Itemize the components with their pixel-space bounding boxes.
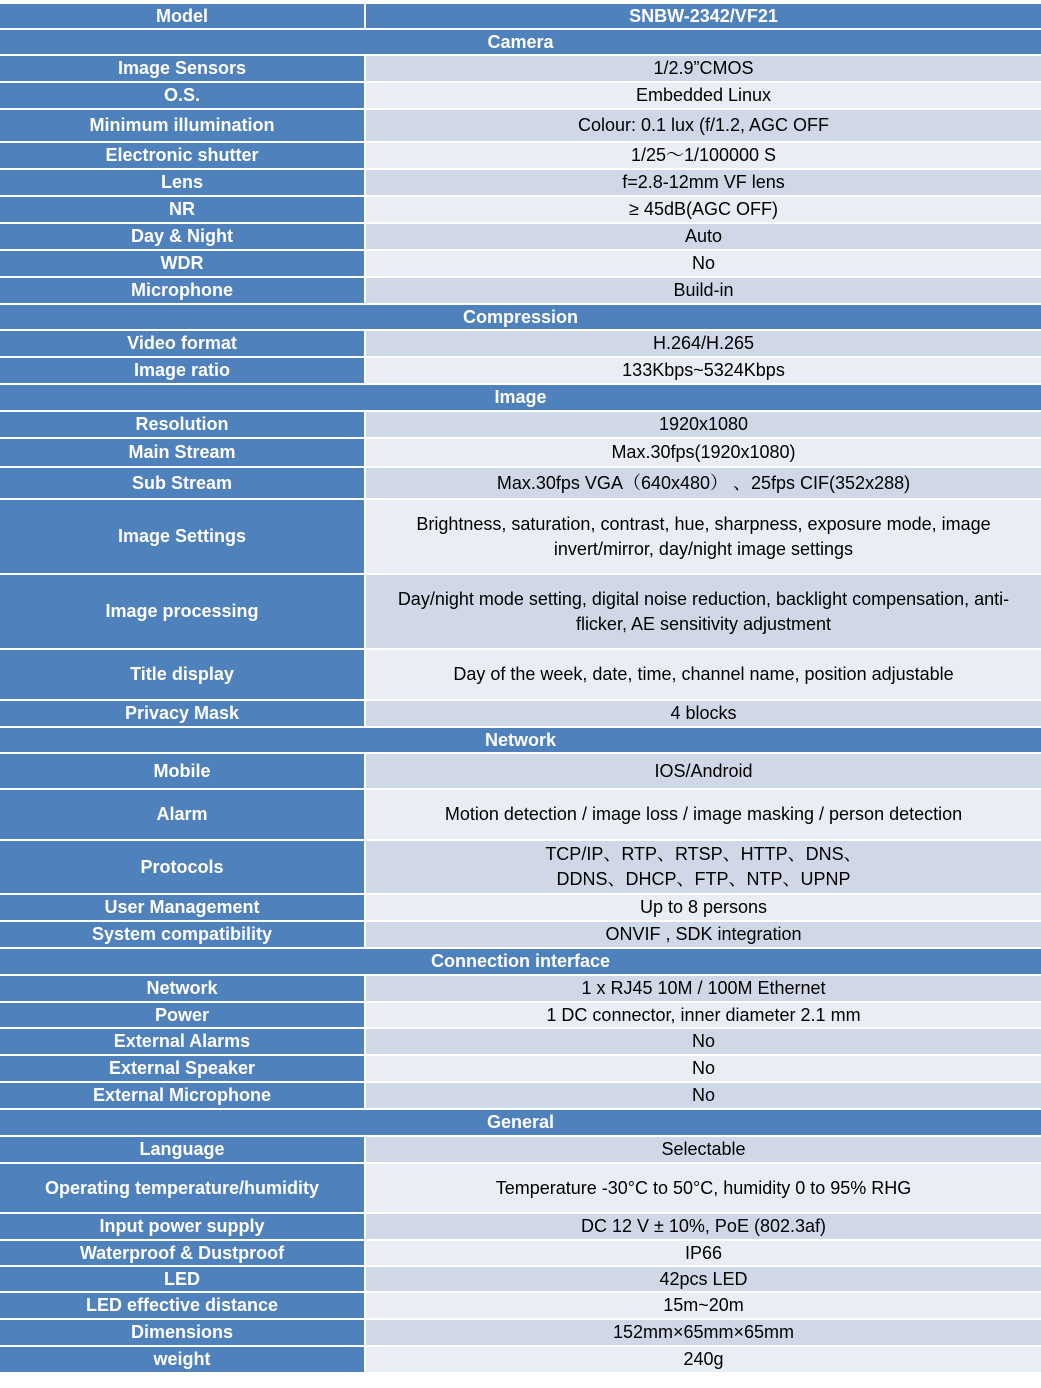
row-value: 4 blocks	[366, 701, 1041, 726]
table-row	[0, 701, 1041, 728]
row-label: Minimum illumination	[0, 110, 366, 141]
row-value: Day of the week, date, time, channel name, position adjustable	[366, 650, 1041, 699]
table-row	[0, 56, 1041, 83]
table-row	[0, 331, 1041, 358]
row-value: ONVIF , SDK integration	[366, 922, 1041, 947]
table-row	[0, 110, 1041, 143]
section-title: Camera	[0, 30, 1041, 54]
table-row	[0, 1137, 1041, 1164]
row-value: IP66	[366, 1241, 1041, 1265]
table-row	[0, 841, 1041, 895]
row-value: 15m~20m	[366, 1293, 1041, 1318]
row-value: 1/25～1/100000 S	[366, 143, 1041, 168]
section-connection-interface	[0, 949, 1041, 976]
table-row	[0, 1293, 1041, 1320]
row-label: System compatibility	[0, 922, 366, 947]
row-value: 1 x RJ45 10M / 100M Ethernet	[366, 976, 1041, 1001]
table-row	[0, 1241, 1041, 1267]
row-value: Brightness, saturation, contrast, hue, sharpness, exposure mode, image invert/mirror, day/night image settings	[366, 500, 1041, 573]
row-value: IOS/Android	[366, 754, 1041, 788]
row-value: No	[366, 1029, 1041, 1054]
row-label: LED effective distance	[0, 1293, 366, 1318]
row-label: weight	[0, 1347, 366, 1372]
table-row	[0, 1347, 1041, 1374]
table-row	[0, 1003, 1041, 1029]
table-row	[0, 1164, 1041, 1214]
row-value: 1 DC connector, inner diameter 2.1 mm	[366, 1003, 1041, 1027]
table-row	[0, 575, 1041, 650]
row-value: Colour: 0.1 lux (f/1.2, AGC OFF	[366, 110, 1041, 141]
row-label: Operating temperature/humidity	[0, 1164, 366, 1212]
table-row	[0, 83, 1041, 110]
table-row	[0, 895, 1041, 922]
table-row	[0, 500, 1041, 575]
row-label: Sub Stream	[0, 468, 366, 498]
header-value: SNBW-2342/VF21	[366, 4, 1041, 28]
row-value: No	[366, 1083, 1041, 1108]
row-label: O.S.	[0, 83, 366, 108]
row-value: Selectable	[366, 1137, 1041, 1162]
table-row	[0, 1056, 1041, 1083]
row-label: Video format	[0, 331, 366, 356]
row-label: Electronic shutter	[0, 143, 366, 168]
row-label: Power	[0, 1003, 366, 1027]
table-row	[0, 922, 1041, 949]
row-label: Privacy Mask	[0, 701, 366, 726]
row-label: Lens	[0, 170, 366, 195]
table-row	[0, 251, 1041, 278]
section-camera	[0, 30, 1041, 56]
row-value: H.264/H.265	[366, 331, 1041, 356]
row-label: Dimensions	[0, 1320, 366, 1345]
table-row	[0, 976, 1041, 1003]
row-label: Image Sensors	[0, 56, 366, 81]
row-label: External Speaker	[0, 1056, 366, 1081]
row-value: 1/2.9”CMOS	[366, 56, 1041, 81]
row-value: Day/night mode setting, digital noise reduction, backlight compensation, anti-flicker, AE sensitivity adjustment	[366, 575, 1041, 648]
row-value: DC 12 V ± 10%, PoE (802.3af)	[366, 1214, 1041, 1239]
row-label: Alarm	[0, 790, 366, 839]
row-value: Up to 8 persons	[366, 895, 1041, 920]
row-label: Resolution	[0, 412, 366, 437]
row-label: External Alarms	[0, 1029, 366, 1054]
row-value: No	[366, 1056, 1041, 1081]
row-label: User Management	[0, 895, 366, 920]
table-row	[0, 170, 1041, 197]
row-label: NR	[0, 197, 366, 222]
row-value: 1920x1080	[366, 412, 1041, 437]
table-row	[0, 412, 1041, 439]
row-value: 133Kbps~5324Kbps	[366, 358, 1041, 383]
table-row	[0, 650, 1041, 701]
section-title: Compression	[0, 305, 1041, 329]
table-row	[0, 1083, 1041, 1110]
row-value: f=2.8-12mm VF lens	[366, 170, 1041, 195]
row-label: Language	[0, 1137, 366, 1162]
table-row	[0, 1214, 1041, 1241]
row-label: Microphone	[0, 278, 366, 303]
table-row	[0, 143, 1041, 170]
table-row	[0, 358, 1041, 385]
row-label: Main Stream	[0, 439, 366, 466]
table-row	[0, 1320, 1041, 1347]
section-title: General	[0, 1110, 1041, 1135]
table-row	[0, 754, 1041, 790]
header-row	[0, 4, 1041, 30]
table-row	[0, 197, 1041, 224]
section-image	[0, 385, 1041, 412]
row-label: External Microphone	[0, 1083, 366, 1108]
row-value: Build-in	[366, 278, 1041, 303]
row-value: Max.30fps VGA（640x480） 、25fps CIF(352x288)	[366, 468, 1041, 498]
table-row	[0, 224, 1041, 251]
section-network	[0, 728, 1041, 754]
spec-table	[0, 4, 1041, 1374]
row-value: 152mm×65mm×65mm	[366, 1320, 1041, 1345]
table-row	[0, 278, 1041, 305]
section-title: Network	[0, 728, 1041, 752]
row-label: Image ratio	[0, 358, 366, 383]
row-value: TCP/IP、RTP、RTSP、HTTP、DNS、DDNS、DHCP、FTP、NTP、UPNP	[366, 841, 1041, 893]
row-value: Auto	[366, 224, 1041, 249]
table-row	[0, 790, 1041, 841]
row-label: Day & Night	[0, 224, 366, 249]
row-label: Network	[0, 976, 366, 1001]
row-label: Title display	[0, 650, 366, 699]
table-row	[0, 468, 1041, 500]
row-value: 42pcs LED	[366, 1267, 1041, 1291]
row-value: Temperature -30°C to 50°C, humidity 0 to 95% RHG	[366, 1164, 1041, 1212]
table-row	[0, 1267, 1041, 1293]
section-title: Connection interface	[0, 949, 1041, 974]
table-row	[0, 1029, 1041, 1056]
row-label: Image Settings	[0, 500, 366, 573]
row-value: 240g	[366, 1347, 1041, 1372]
row-value: No	[366, 251, 1041, 276]
table-row	[0, 439, 1041, 468]
row-label: Image processing	[0, 575, 366, 648]
header-label: Model	[0, 4, 366, 28]
row-label: Mobile	[0, 754, 366, 788]
section-general	[0, 1110, 1041, 1137]
row-label: WDR	[0, 251, 366, 276]
row-value: Motion detection / image loss / image masking / person detection	[366, 790, 1041, 839]
row-label: Waterproof & Dustproof	[0, 1241, 366, 1265]
row-value: ≥ 45dB(AGC OFF)	[366, 197, 1041, 222]
row-value: Max.30fps(1920x1080)	[366, 439, 1041, 466]
section-compression	[0, 305, 1041, 331]
row-label: LED	[0, 1267, 366, 1291]
section-title: Image	[0, 385, 1041, 410]
row-value: Embedded Linux	[366, 83, 1041, 108]
row-label: Input power supply	[0, 1214, 366, 1239]
row-label: Protocols	[0, 841, 366, 893]
